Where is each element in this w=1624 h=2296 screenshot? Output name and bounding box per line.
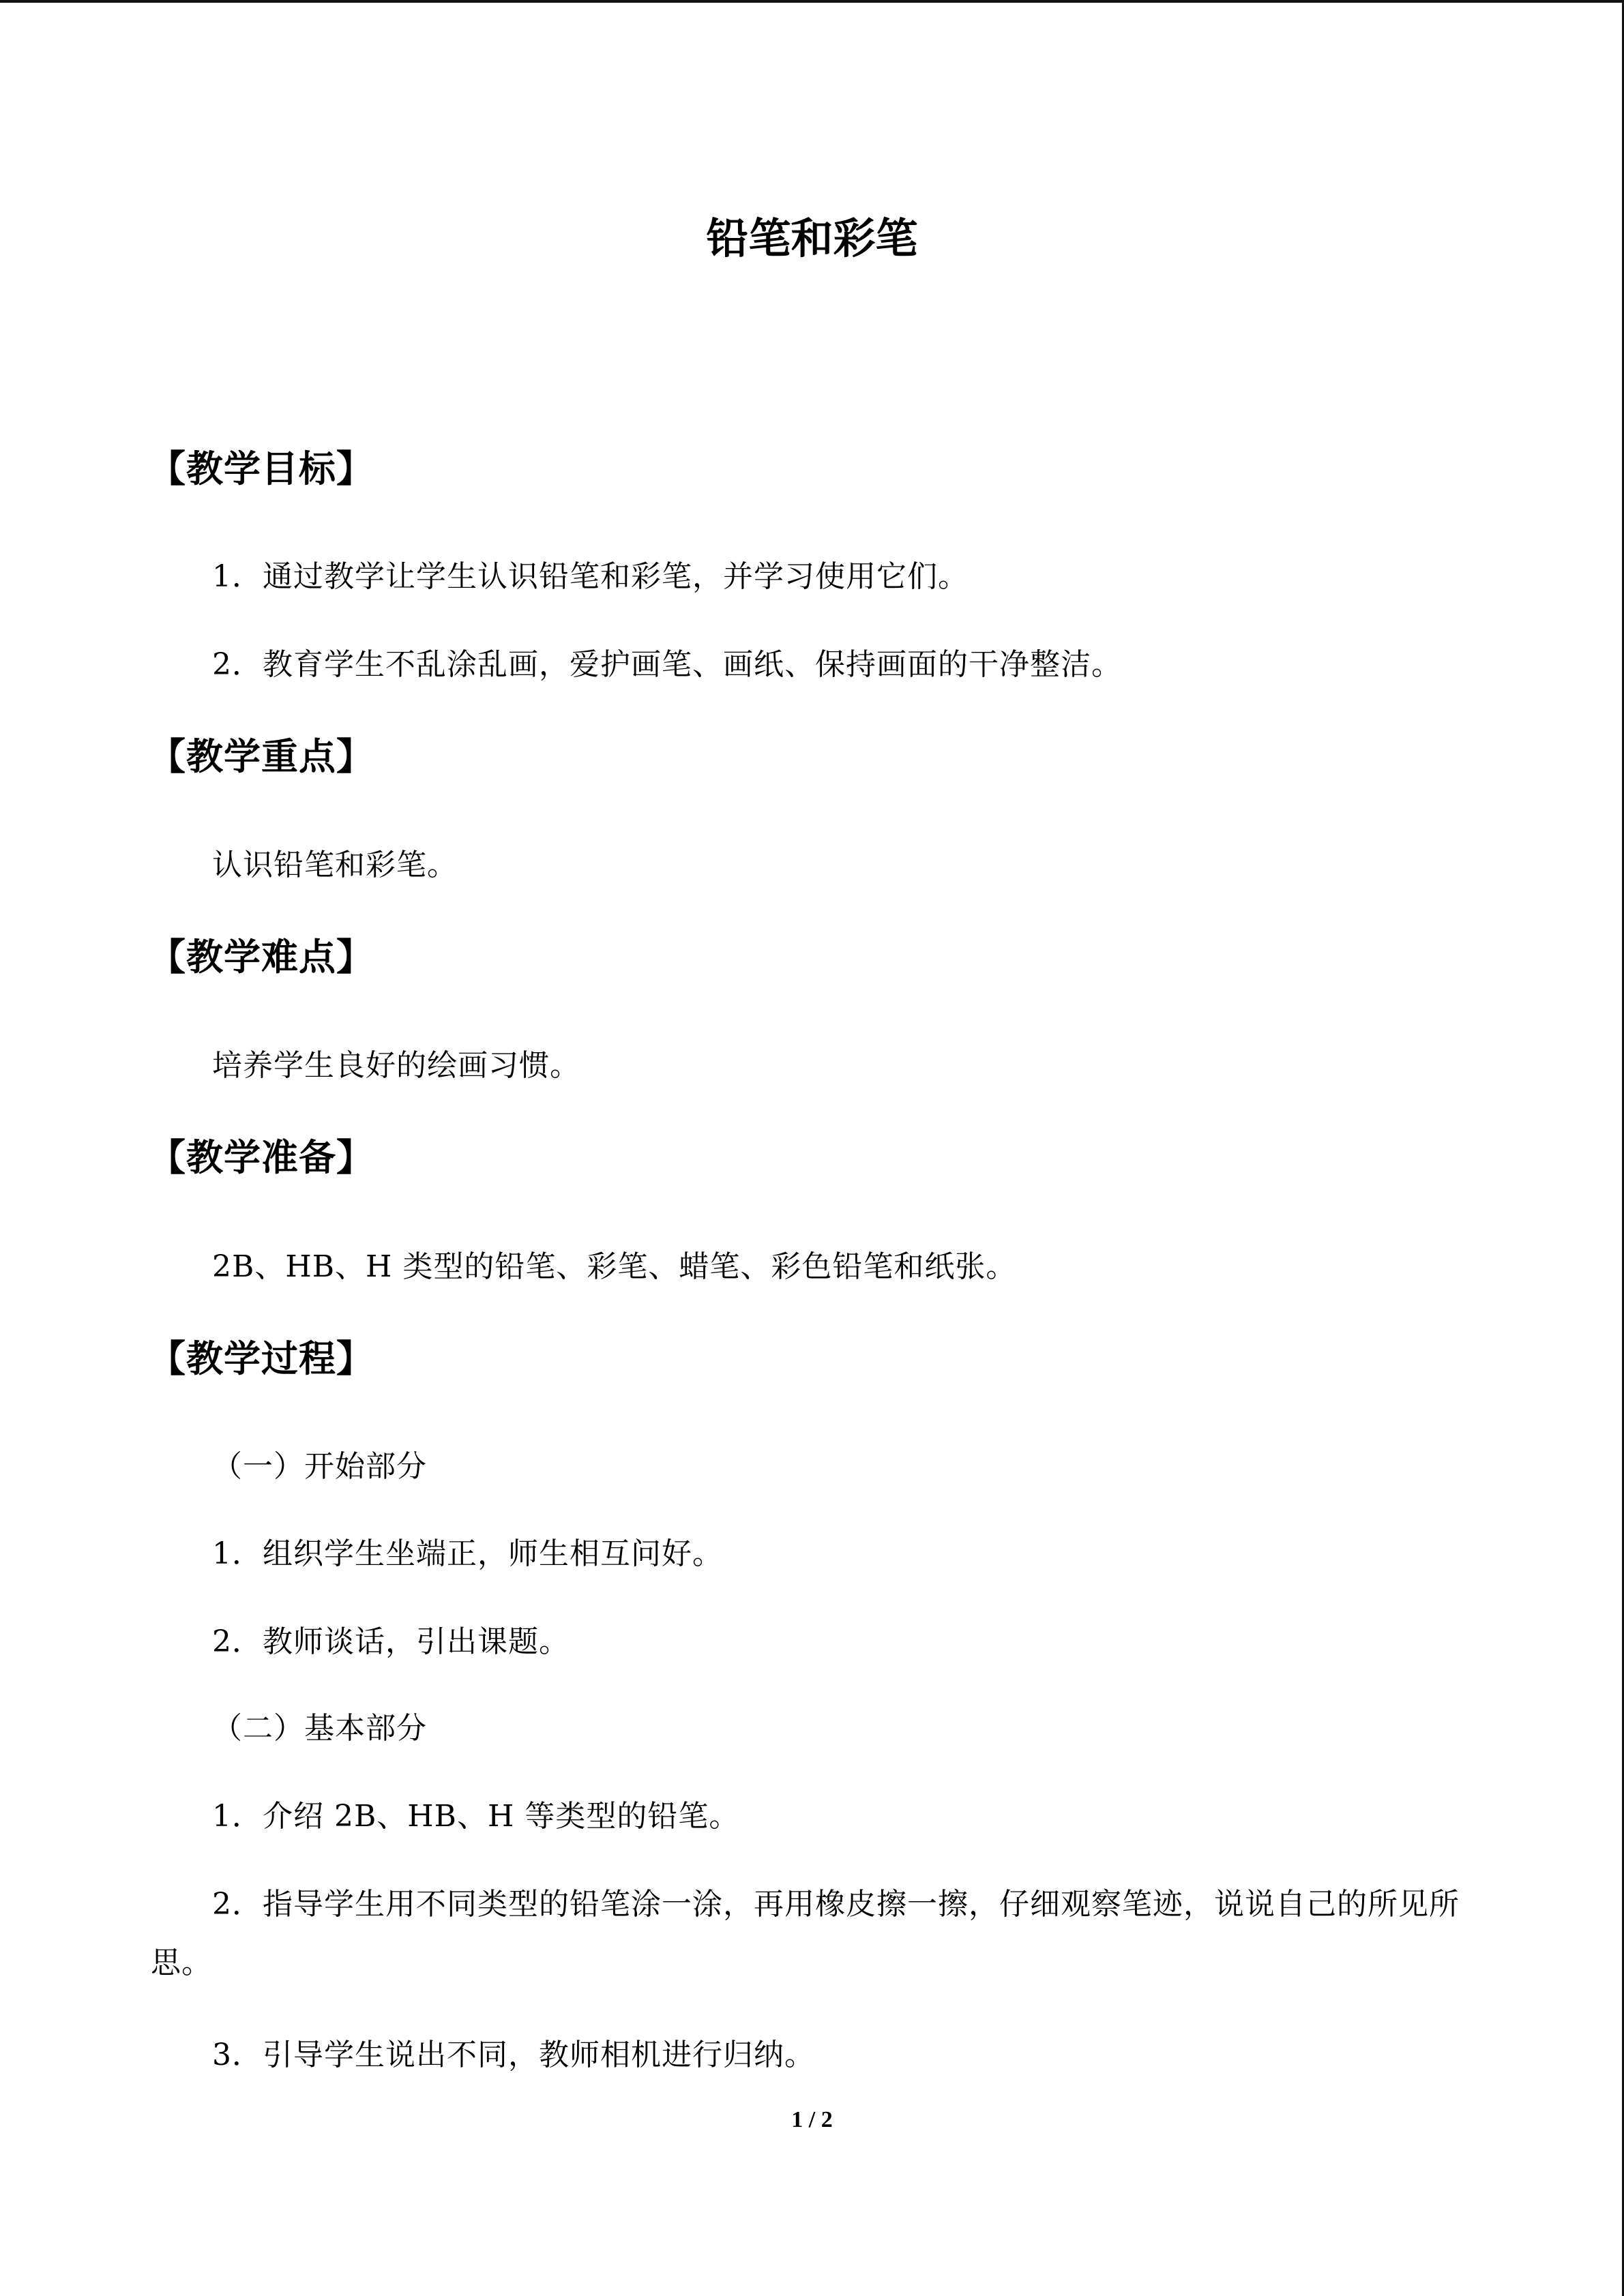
page-number: 1 / 2 bbox=[791, 2107, 833, 2132]
page-border-top bbox=[0, 0, 1624, 3]
objective-item-2: 2．教育学生不乱涂乱画，爱护画笔、画纸、保持画面的干净整洁。 bbox=[212, 647, 1122, 682]
process-item-basic-3: 3．引导学生说出不同，教师相机进行归纳。 bbox=[212, 2038, 815, 2072]
process-subheading-opening: （一）开始部分 bbox=[212, 1449, 427, 1484]
process-item-opening-1: 1．组织学生坐端正，师生相互问好。 bbox=[212, 1536, 723, 1571]
section-heading-process: 【教学过程】 bbox=[149, 1337, 374, 1380]
section-heading-difficulties: 【教学难点】 bbox=[149, 936, 374, 979]
process-item-basic-2: 2．指导学生用不同类型的铅笔涂一涂，再用橡皮擦一擦，仔细观察笔迹，说说自己的所见所思。 bbox=[151, 1887, 1460, 1980]
section-heading-objectives: 【教学目标】 bbox=[149, 447, 374, 490]
preparation-text: 2B、HB、H 类型的铅笔、彩笔、蜡笔、彩色铅笔和纸张。 bbox=[212, 1249, 1017, 1284]
process-item-opening-2: 2．教师谈话，引出课题。 bbox=[212, 1624, 570, 1659]
page-title: 铅笔和彩笔 bbox=[706, 213, 918, 263]
process-subheading-basic: （二）基本部分 bbox=[212, 1711, 427, 1746]
process-item-basic-1: 1．介绍 2B、HB、H 等类型的铅笔。 bbox=[212, 1799, 740, 1834]
section-heading-key-points: 【教学重点】 bbox=[149, 735, 374, 778]
key-point-text: 认识铅笔和彩笔。 bbox=[212, 848, 458, 882]
objective-item-1: 1．通过教学让学生认识铅笔和彩笔，并学习使用它们。 bbox=[212, 559, 969, 594]
section-heading-preparation: 【教学准备】 bbox=[149, 1136, 374, 1179]
difficulty-text: 培养学生良好的绘画习惯。 bbox=[212, 1048, 580, 1083]
